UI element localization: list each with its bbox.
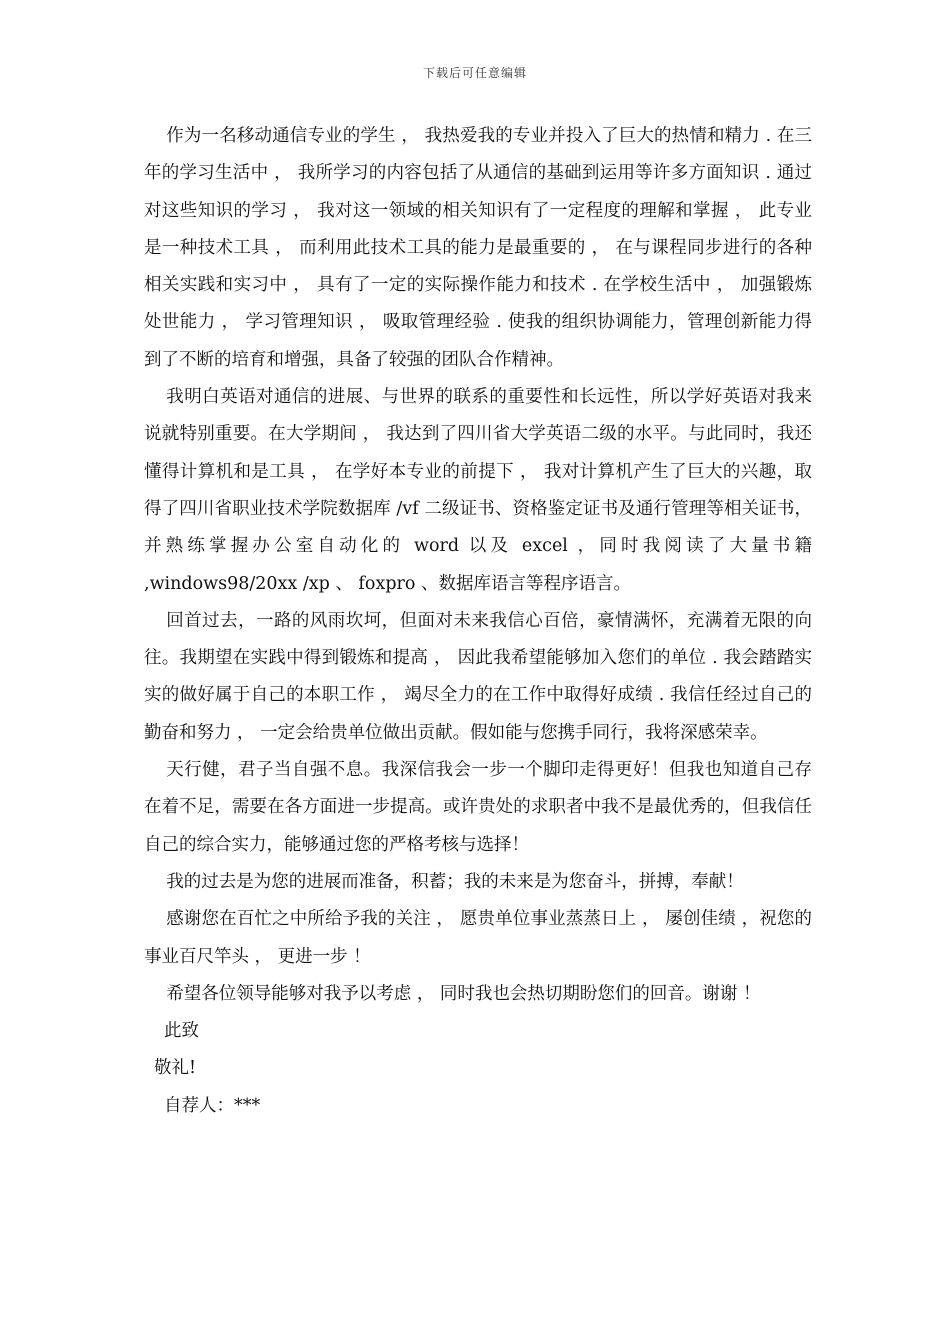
page-header: 下载后可任意编辑 — [422, 66, 527, 80]
closing-salute: 敬礼! — [154, 1058, 197, 1079]
letter-body — [144, 118, 812, 1125]
paragraph-past-future: 我的过去是为您的进展而准备，积蓄；我的未来是为您奋斗，拼搏，奉献！ — [166, 871, 744, 892]
closing-greeting: 此致 — [164, 1021, 199, 1042]
paragraph-looking-back: 回首过去，一路的风雨坎坷，但面对未来我信心百倍，豪情满怀，充满着无限的向往。我期望在实践中得到锻炼和提高 ， 因此我希望能够加入您们的单位 . 我会踏踏实实的做好属于自己的本职工作 ， 竭尽全力的在工作中取得好成绩 . 我信任经过自己的勤奋和努力 ， 一定会给贵单位做出贡献。假如能与您携手同行，我将深感荣幸。 — [144, 610, 812, 743]
paragraph-hope: 希望各位领导能够对我予以考虑 ， 同时我也会热切期盼您们的回音。谢谢 ！ — [166, 983, 761, 1004]
paragraph-thanks: 感谢您在百忙之中所给予我的关注 ， 愿贵单位事业蒸蒸日上 ， 屡创佳绩 ，祝您的事业百尺竿头 ， 更进一步 ！ — [144, 909, 812, 967]
signature: 自荐人：*** — [164, 1095, 261, 1116]
paragraph-english-computer: 我明白英语对通信的进展、与世界的联系的重要性和长远性，所以学好英语对我来说就特别重要。在大学期间 ， 我达到了四川省大学英语二级的水平。与此同时，我还懂得计算机和是工具 ， 在学好本专业的前提下 ， 我对计算机产生了巨大的兴趣，取得了四川省职业技术学院数据库 /vf 二级证书、资格鉴定证书及通行管理等相关证书，并熟练掌握办公室自动化的 word 以及 excel ，同时我阅读了大量书籍 ,windows98/20xx /xp 、 foxpro 、数据库语言等程序语言。 — [144, 387, 812, 594]
paragraph-self-improvement: 天行健，君子当自强不息。我深信我会一步一个脚印走得更好！但我也知道自己存在着不足，需要在各方面进一步提高。或许贵处的求职者中我不是最优秀的，但我信任自己的综合实力，能够通过您的严格考核与选择！ — [144, 760, 812, 855]
paragraph-intro: 作为一名移动通信专业的学生 ， 我热爱我的专业并投入了巨大的热情和精力 . 在三年的学习生活中 ， 我所学习的内容包括了从通信的基础到运用等许多方面知识 . 通过对这些知识的学习 ， 我对这一领域的相关知识有了一定程度的理解和掌握 ， 此专业是一种技术工具 ， 而利用此技术工具的能力是最重要的 ， 在与课程同步进行的各种相关实践和实习中 ， 具有了一定的实际操作能力和技术 . 在学校生活中 ， 加强锻炼处世能力 ， 学习管理知识 ， 吸取管理经验 . 使我的组织协调能力，管理创新能力得到了不断的培育和增强，具备了较强的团队合作精神。 — [144, 126, 812, 370]
